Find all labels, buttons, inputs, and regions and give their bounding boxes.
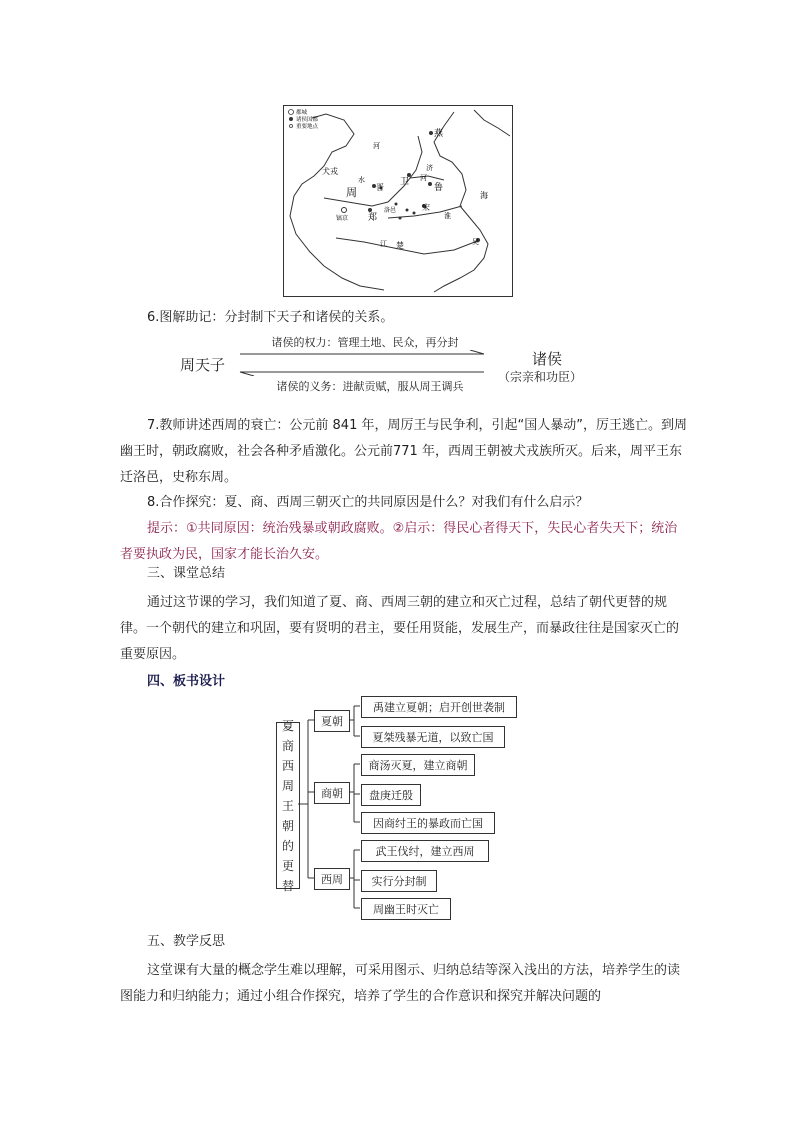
board-title-char: 西	[281, 758, 294, 773]
board-title-char: 王	[281, 798, 294, 813]
item-6-text: 6.图解助记：分封制下天子和诸侯的关系。	[147, 310, 394, 325]
board-shang-item: 商汤灭夏，建立商朝	[361, 754, 475, 776]
yangtze-river	[336, 238, 480, 254]
map-legend-place: 重要地点	[296, 124, 319, 130]
board-title-box	[276, 718, 300, 893]
board-shang-box: 商朝	[314, 782, 350, 804]
yan-dot	[429, 131, 433, 135]
map-border-west	[290, 114, 384, 290]
board-xia-item: 夏桀残暴无道，以致亡国	[361, 726, 505, 748]
board-xizhou-box: 西周	[314, 868, 350, 890]
section-3-title: 三、课堂总结	[147, 566, 226, 581]
lu-dot	[428, 182, 432, 186]
fief-arrows	[238, 350, 494, 376]
haojing-dot	[342, 208, 347, 213]
capital-legend-icon	[289, 110, 294, 115]
map-label-zhou: 周	[346, 186, 357, 199]
map-label-yan: 燕	[434, 129, 444, 139]
map-label-jin: 晋	[376, 183, 384, 192]
hint-text: 提示：①共同原因：统治残暴或朝政腐败。②启示：得民心者得天下，失民心者失天下；统治者要执政为民，国家才能长治久安。	[120, 521, 678, 562]
place-dot	[399, 217, 402, 220]
map-label-river-he: 河	[373, 142, 380, 150]
board-shang-item: 盘庚迁殷	[361, 784, 421, 806]
board-shang-item: 因商纣王的暴政而亡国	[361, 812, 495, 834]
map-label-zheng: 郑	[368, 213, 378, 223]
western-zhou-map	[283, 105, 513, 297]
map-label-river-shui: 水	[358, 176, 365, 184]
fief-vassal-subtitle: （宗亲和功臣）	[498, 370, 583, 384]
map-coastline	[434, 112, 488, 292]
fief-top-arrow-text: 诸侯的权力：管理土地、民众，再分封	[271, 336, 459, 349]
map-label-luoyi: 洛邑	[384, 207, 397, 214]
map-label-river-ji: 济	[426, 164, 433, 172]
fief-top-arrowhead	[470, 350, 484, 354]
board-xizhou-item: 实行分封制	[361, 870, 437, 892]
ji-river	[410, 176, 444, 180]
place-dot	[406, 209, 409, 212]
vassal-capital-legend-icon	[289, 117, 293, 121]
board-title-char: 替	[281, 878, 294, 893]
fief-vassal-label: 诸侯	[532, 350, 563, 368]
board-title-char: 更	[281, 858, 294, 873]
fief-relationship-diagram	[180, 334, 620, 392]
map-label-river-jiang: 江	[380, 240, 387, 248]
map-legend-capital: 都城	[296, 110, 308, 116]
board-title-char: 周	[281, 778, 294, 793]
fief-emperor-label: 周天子	[180, 356, 226, 374]
map-drawing	[284, 106, 512, 296]
section-5-title: 五、教学反思	[147, 934, 226, 949]
section-4-title: 四、板书设计	[147, 674, 226, 689]
board-xizhou-item: 周幽王时灭亡	[361, 898, 451, 920]
map-label-wei: 卫	[400, 177, 410, 187]
luoyi-dot	[395, 203, 398, 206]
zheng-dot	[368, 208, 372, 212]
fief-bottom-arrow-text: 诸侯的义务：进献贡赋，服从周王调兵	[276, 380, 464, 393]
item-8-text: 8.合作探究：夏、商、西周三朝灭亡的共同原因是什么？对我们有什么启示？	[147, 495, 589, 510]
fief-bottom-arrowhead	[240, 372, 254, 376]
map-label-river-huai: 淮	[444, 212, 451, 220]
map-label-quanrong: 犬戎	[322, 167, 338, 176]
map-label-river-he2: 河	[420, 174, 427, 182]
map-label-wu: 吴	[472, 238, 479, 246]
map-coast-north	[474, 110, 510, 136]
board-xia-item: 禹建立夏朝；启开创世袭制	[361, 696, 517, 718]
map-label-chu: 楚	[396, 241, 404, 250]
reflection-text: 这堂课有大量的概念学生难以理解，可采用图示、归纳总结等深入浅出的方法，培养学生的读图能力和归纳能力；通过小组合作探究，培养了学生的合作意识和探究并解决问题的	[120, 963, 681, 1004]
board-title-char: 的	[281, 838, 294, 853]
map-label-haojing: 镐京	[336, 215, 349, 222]
important-place-legend-icon	[290, 125, 293, 128]
board-title-char: 朝	[281, 818, 294, 833]
summary-text: 通过这节课的学习，我们知道了夏、商、西周三朝的建立和灭亡过程，总结了朝代更替的规律。一个朝代的建立和巩固，要有贤明的君主，要任用贤能，发展生产，而暴政往往是国家灭亡的重要原因。	[120, 595, 680, 662]
place-dot	[413, 212, 416, 215]
item-7-text: 7.教师讲述西周的衰亡：公元前 841 年，周厉王与民争利，引起“国人暴动”，厉王逃亡。到周幽王时，朝政腐败，社会各种矛盾激化。公元前771 年，西周王朝被犬戎族所灭。后来，周平王东迁洛邑，史称东周。	[120, 418, 687, 485]
map-label-song: 宋	[422, 203, 430, 212]
board-xia-box: 夏朝	[314, 710, 350, 732]
map-label-lu: 鲁	[434, 183, 444, 193]
map-label-sea: 海	[480, 191, 488, 200]
board-xizhou-item: 武王伐纣，建立西周	[361, 840, 489, 862]
map-legend-vassal: 诸侯国都	[296, 117, 319, 123]
board-title-char: 夏	[281, 718, 294, 733]
board-title-char: 商	[281, 738, 294, 753]
